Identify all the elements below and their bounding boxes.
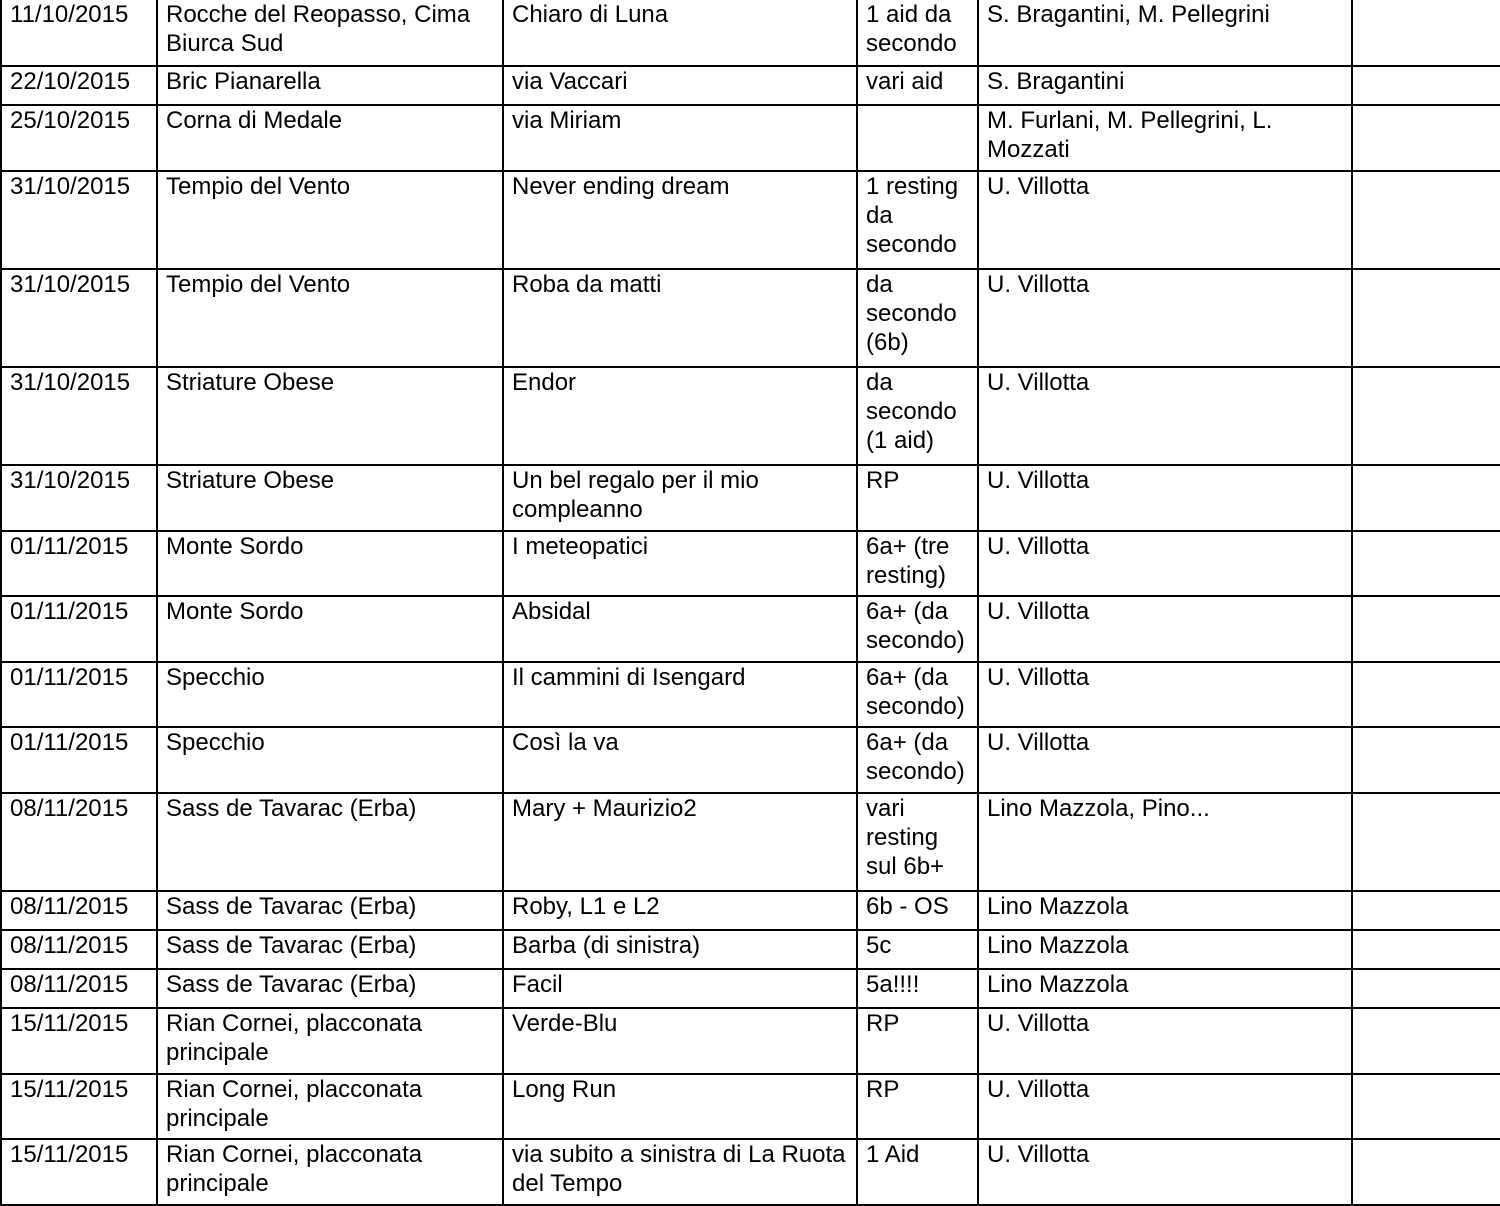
date-cell: 31/10/2015	[1, 269, 157, 367]
date-cell: 31/10/2015	[1, 171, 157, 269]
style-cell: 5c	[857, 930, 978, 969]
climbers-cell: Lino Mazzola, Pino...	[978, 793, 1352, 891]
date-cell: 31/10/2015	[1, 367, 157, 465]
table-row	[1, 465, 1500, 531]
notes-cell	[1352, 105, 1500, 171]
table-row	[1, 531, 1500, 596]
notes-cell	[1352, 531, 1500, 596]
notes-cell	[1352, 171, 1500, 269]
route-cell: Il cammini di Isengard	[503, 662, 857, 727]
date-cell: 08/11/2015	[1, 930, 157, 969]
notes-cell	[1352, 1008, 1500, 1074]
style-cell: 1 aid da secondo	[857, 0, 978, 66]
table-row	[1, 662, 1500, 727]
route-cell: Barba (di sinistra)	[503, 930, 857, 969]
route-cell: Così la va	[503, 727, 857, 793]
ascent-log-body	[1, 0, 1500, 1205]
table-row	[1, 1008, 1500, 1074]
route-cell: via subito a sinistra di La Ruota del Tempo	[503, 1139, 857, 1205]
climbers-cell: S. Bragantini, M. Pellegrini	[978, 0, 1352, 66]
place-cell: Rocche del Reopasso, Cima Biurca Sud	[157, 0, 503, 66]
place-cell: Corna di Medale	[157, 105, 503, 171]
table-row	[1, 930, 1500, 969]
table-row	[1, 66, 1500, 105]
place-cell: Specchio	[157, 727, 503, 793]
table-row	[1, 367, 1500, 465]
style-cell: 6b - OS	[857, 891, 978, 930]
style-cell: da secondo (6b)	[857, 269, 978, 367]
place-cell: Rian Cornei, placconata principale	[157, 1074, 503, 1139]
style-cell: 6a+ (da secondo)	[857, 662, 978, 727]
style-cell: 6a+ (da secondo)	[857, 596, 978, 662]
notes-cell	[1352, 269, 1500, 367]
notes-cell	[1352, 930, 1500, 969]
style-cell: da secondo (1 aid)	[857, 367, 978, 465]
date-cell: 31/10/2015	[1, 465, 157, 531]
climbers-cell: U. Villotta	[978, 662, 1352, 727]
notes-cell	[1352, 891, 1500, 930]
place-cell: Sass de Tavarac (Erba)	[157, 891, 503, 930]
notes-cell	[1352, 0, 1500, 66]
notes-cell	[1352, 969, 1500, 1008]
route-cell: I meteopatici	[503, 531, 857, 596]
notes-cell	[1352, 793, 1500, 891]
style-cell: RP	[857, 465, 978, 531]
table-row	[1, 105, 1500, 171]
route-cell: Absidal	[503, 596, 857, 662]
date-cell: 01/11/2015	[1, 662, 157, 727]
style-cell: vari aid	[857, 66, 978, 105]
place-cell: Rian Cornei, placconata principale	[157, 1008, 503, 1074]
table-row	[1, 1074, 1500, 1139]
place-cell: Sass de Tavarac (Erba)	[157, 969, 503, 1008]
notes-cell	[1352, 66, 1500, 105]
date-cell: 01/11/2015	[1, 727, 157, 793]
style-cell: 1 resting da secondo	[857, 171, 978, 269]
date-cell: 01/11/2015	[1, 596, 157, 662]
route-cell: Never ending dream	[503, 171, 857, 269]
climbers-cell: Lino Mazzola	[978, 930, 1352, 969]
style-cell: 6a+ (tre resting)	[857, 531, 978, 596]
place-cell: Monte Sordo	[157, 596, 503, 662]
notes-cell	[1352, 662, 1500, 727]
place-cell: Specchio	[157, 662, 503, 727]
style-cell: vari resting sul 6b+	[857, 793, 978, 891]
notes-cell	[1352, 727, 1500, 793]
climbers-cell: U. Villotta	[978, 171, 1352, 269]
route-cell: Roba da matti	[503, 269, 857, 367]
table-row	[1, 727, 1500, 793]
date-cell: 11/10/2015	[1, 0, 157, 66]
climbers-cell: U. Villotta	[978, 727, 1352, 793]
place-cell: Tempio del Vento	[157, 269, 503, 367]
style-cell: 6a+ (da secondo)	[857, 727, 978, 793]
route-cell: Mary + Maurizio2	[503, 793, 857, 891]
date-cell: 15/11/2015	[1, 1074, 157, 1139]
style-cell: RP	[857, 1074, 978, 1139]
table-row	[1, 1139, 1500, 1205]
route-cell: via Miriam	[503, 105, 857, 171]
route-cell: Facil	[503, 969, 857, 1008]
date-cell: 25/10/2015	[1, 105, 157, 171]
climbers-cell: S. Bragantini	[978, 66, 1352, 105]
place-cell: Sass de Tavarac (Erba)	[157, 930, 503, 969]
place-cell: Striature Obese	[157, 465, 503, 531]
style-cell: 5a!!!!	[857, 969, 978, 1008]
climbers-cell: Lino Mazzola	[978, 969, 1352, 1008]
table-row	[1, 171, 1500, 269]
climbers-cell: U. Villotta	[978, 269, 1352, 367]
date-cell: 01/11/2015	[1, 531, 157, 596]
notes-cell	[1352, 1074, 1500, 1139]
place-cell: Bric Pianarella	[157, 66, 503, 105]
climbers-cell: U. Villotta	[978, 1008, 1352, 1074]
table-row	[1, 269, 1500, 367]
climbers-cell: U. Villotta	[978, 1074, 1352, 1139]
date-cell: 08/11/2015	[1, 891, 157, 930]
climbers-cell: U. Villotta	[978, 1139, 1352, 1205]
date-cell: 08/11/2015	[1, 793, 157, 891]
place-cell: Monte Sordo	[157, 531, 503, 596]
climbers-cell: U. Villotta	[978, 465, 1352, 531]
table-row	[1, 969, 1500, 1008]
route-cell: Verde-Blu	[503, 1008, 857, 1074]
climbers-cell: U. Villotta	[978, 367, 1352, 465]
style-cell: 1 Aid	[857, 1139, 978, 1205]
climbers-cell: U. Villotta	[978, 596, 1352, 662]
notes-cell	[1352, 367, 1500, 465]
route-cell: Chiaro di Luna	[503, 0, 857, 66]
climbers-cell: Lino Mazzola	[978, 891, 1352, 930]
style-cell: RP	[857, 1008, 978, 1074]
route-cell: Endor	[503, 367, 857, 465]
notes-cell	[1352, 596, 1500, 662]
date-cell: 15/11/2015	[1, 1139, 157, 1205]
style-cell	[857, 105, 978, 171]
place-cell: Striature Obese	[157, 367, 503, 465]
route-cell: Long Run	[503, 1074, 857, 1139]
place-cell: Sass de Tavarac (Erba)	[157, 793, 503, 891]
table-row	[1, 793, 1500, 891]
table-row	[1, 891, 1500, 930]
route-cell: Un bel regalo per il mio compleanno	[503, 465, 857, 531]
notes-cell	[1352, 1139, 1500, 1205]
place-cell: Rian Cornei, placconata principale	[157, 1139, 503, 1205]
route-cell: via Vaccari	[503, 66, 857, 105]
place-cell: Tempio del Vento	[157, 171, 503, 269]
date-cell: 22/10/2015	[1, 66, 157, 105]
table-row	[1, 596, 1500, 662]
table-row	[1, 0, 1500, 66]
date-cell: 15/11/2015	[1, 1008, 157, 1074]
date-cell: 08/11/2015	[1, 969, 157, 1008]
climbers-cell: U. Villotta	[978, 531, 1352, 596]
notes-cell	[1352, 465, 1500, 531]
route-cell: Roby, L1 e L2	[503, 891, 857, 930]
climbers-cell: M. Furlani, M. Pellegrini, L. Mozzati	[978, 105, 1352, 171]
